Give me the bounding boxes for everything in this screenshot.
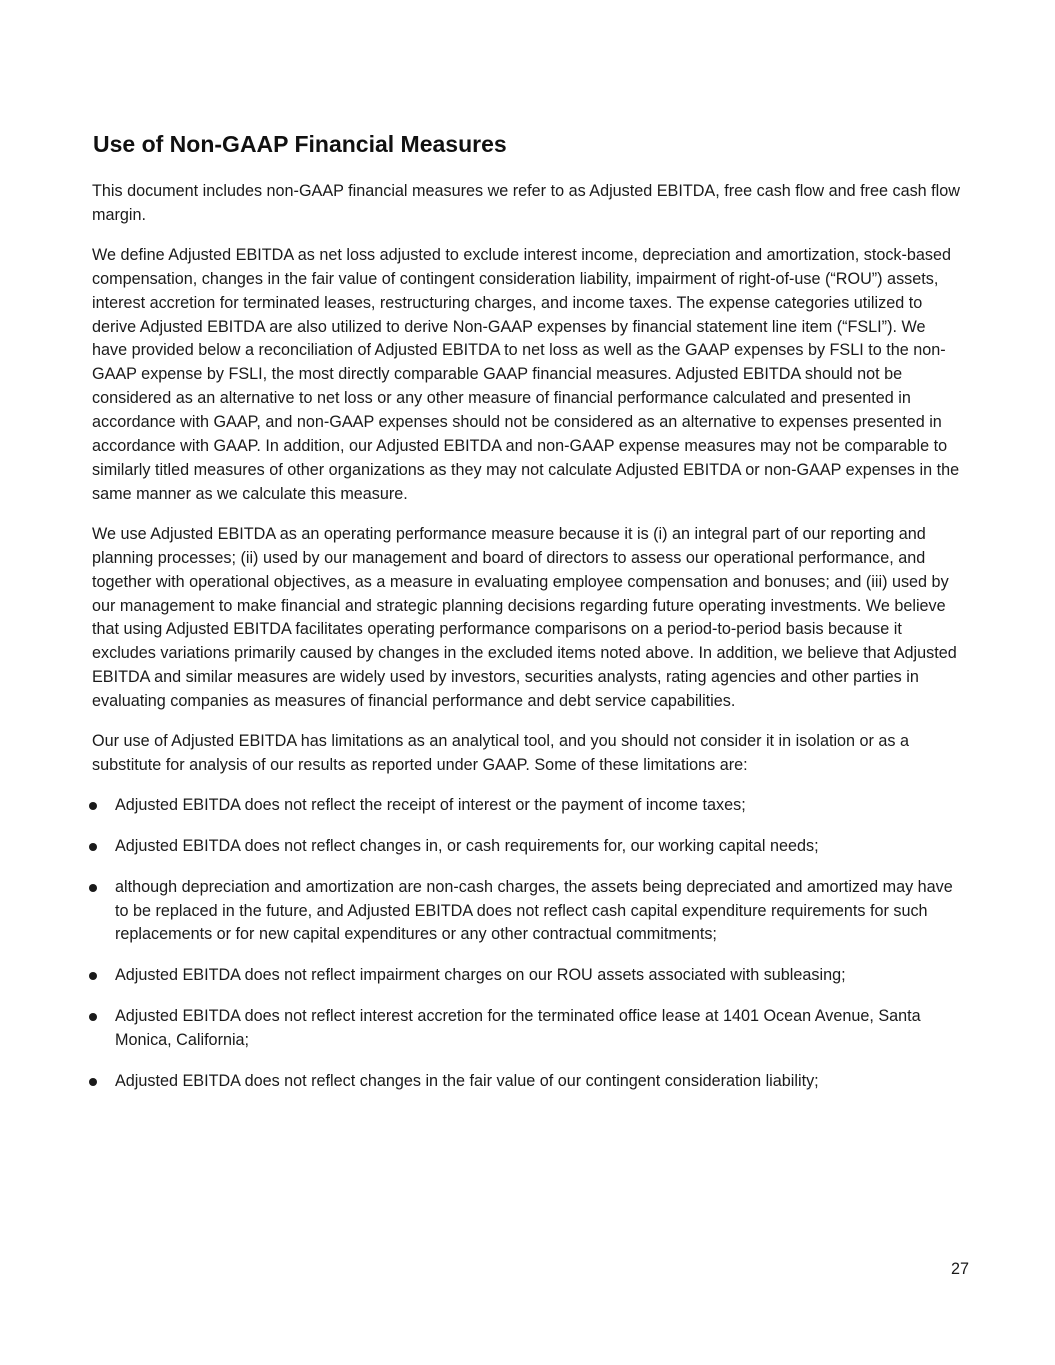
section-title: Use of Non-GAAP Financial Measures <box>93 131 507 157</box>
bullet-dot-icon <box>89 1078 97 1086</box>
list-item-text: Adjusted EBITDA does not reflect changes in, or cash requirements for, our working capital needs; <box>115 836 819 855</box>
bullet-dot-icon <box>89 843 97 851</box>
bullet-dot-icon <box>89 972 97 980</box>
limitations-list <box>92 794 962 1094</box>
document-body <box>92 128 962 1111</box>
paragraph-intro: This document includes non-GAAP financial measures we refer to as Adjusted EBITDA, free cash flow and free cash flow margin. <box>92 182 960 224</box>
paragraph-limitations: Our use of Adjusted EBITDA has limitations as an analytical tool, and you should not consider it in isolation or as a substitute for analysis of our results as reported under GAAP. Some of these limitations are: <box>92 732 910 774</box>
list-item-text: Adjusted EBITDA does not reflect interest accretion for the terminated office lease at 1401 Ocean Avenue, Santa Monica, California; <box>115 1007 921 1050</box>
list-item-text: although depreciation and amortization are non-cash charges, the assets being depreciated and amortized may have to be replaced in the future, and Adjusted EBITDA does not reflect cash capital expenditure requirements for such replacements or for new capital expenditures or any other contractual commitments; <box>115 877 953 944</box>
bullet-dot-icon <box>89 884 97 892</box>
paragraph-usage: We use Adjusted EBITDA as an operating performance measure because it is (i) an integral part of our reporting and planning processes; (ii) used by our management and board of directors to assess our operational performance, and together with operational objectives, as a measure in evaluating employee compensation and bonuses; and (iii) used by our management to make financial and strategic planning decisions regarding future operating investments. We believe that using Adjusted EBITDA facilitates operating performance comparisons on a period-to-period basis because it excludes variations primarily caused by changes in the excluded items noted above. In addition, we believe that Adjusted EBITDA and similar measures are widely used by investors, securities analysts, rating agencies and other parties in evaluating companies as measures of financial performance and debt service capabilities. <box>92 524 957 711</box>
paragraph-definition: We define Adjusted EBITDA as net loss adjusted to exclude interest income, depreciation and amortization, stock-based compensation, changes in the fair value of contingent consideration liability, impairment of right-of-use (“ROU”) assets, interest accretion for terminated leases, restructuring charges, and income taxes. The expense categories utilized to derive Adjusted EBITDA are also utilized to derive Non-GAAP expenses by financial statement line item (“FSLI”). We have provided below a reconciliation of Adjusted EBITDA to net loss as well as the GAAP expenses by FSLI to the non-GAAP expense by FSLI, the most directly comparable GAAP financial measures. Adjusted EBITDA should not be considered as an alternative to net loss or any other measure of financial performance calculated and presented in accordance with GAAP, and non-GAAP expenses should not be considered as an alternative to expenses presented in accordance with GAAP. In addition, our Adjusted EBITDA and non-GAAP expense measures may not be comparable to similarly titled measures of other organizations as they may not calculate Adjusted EBITDA or non-GAAP expenses in the same manner as we calculate this measure. <box>92 245 960 503</box>
list-item <box>92 835 962 859</box>
bullet-dot-icon <box>89 802 97 810</box>
list-item <box>92 1070 962 1094</box>
list-item <box>92 964 962 988</box>
list-item-text: Adjusted EBITDA does not reflect changes in the fair value of our contingent consideration liability; <box>115 1072 819 1091</box>
list-item <box>92 1005 962 1053</box>
list-item-text: Adjusted EBITDA does not reflect impairment charges on our ROU assets associated with subleasing; <box>115 966 846 985</box>
list-item <box>92 876 962 948</box>
bullet-dot-icon <box>89 1013 97 1021</box>
list-item-text: Adjusted EBITDA does not reflect the receipt of interest or the payment of income taxes; <box>115 795 746 814</box>
list-item <box>92 794 962 818</box>
page-number: 27 <box>950 1260 969 1278</box>
